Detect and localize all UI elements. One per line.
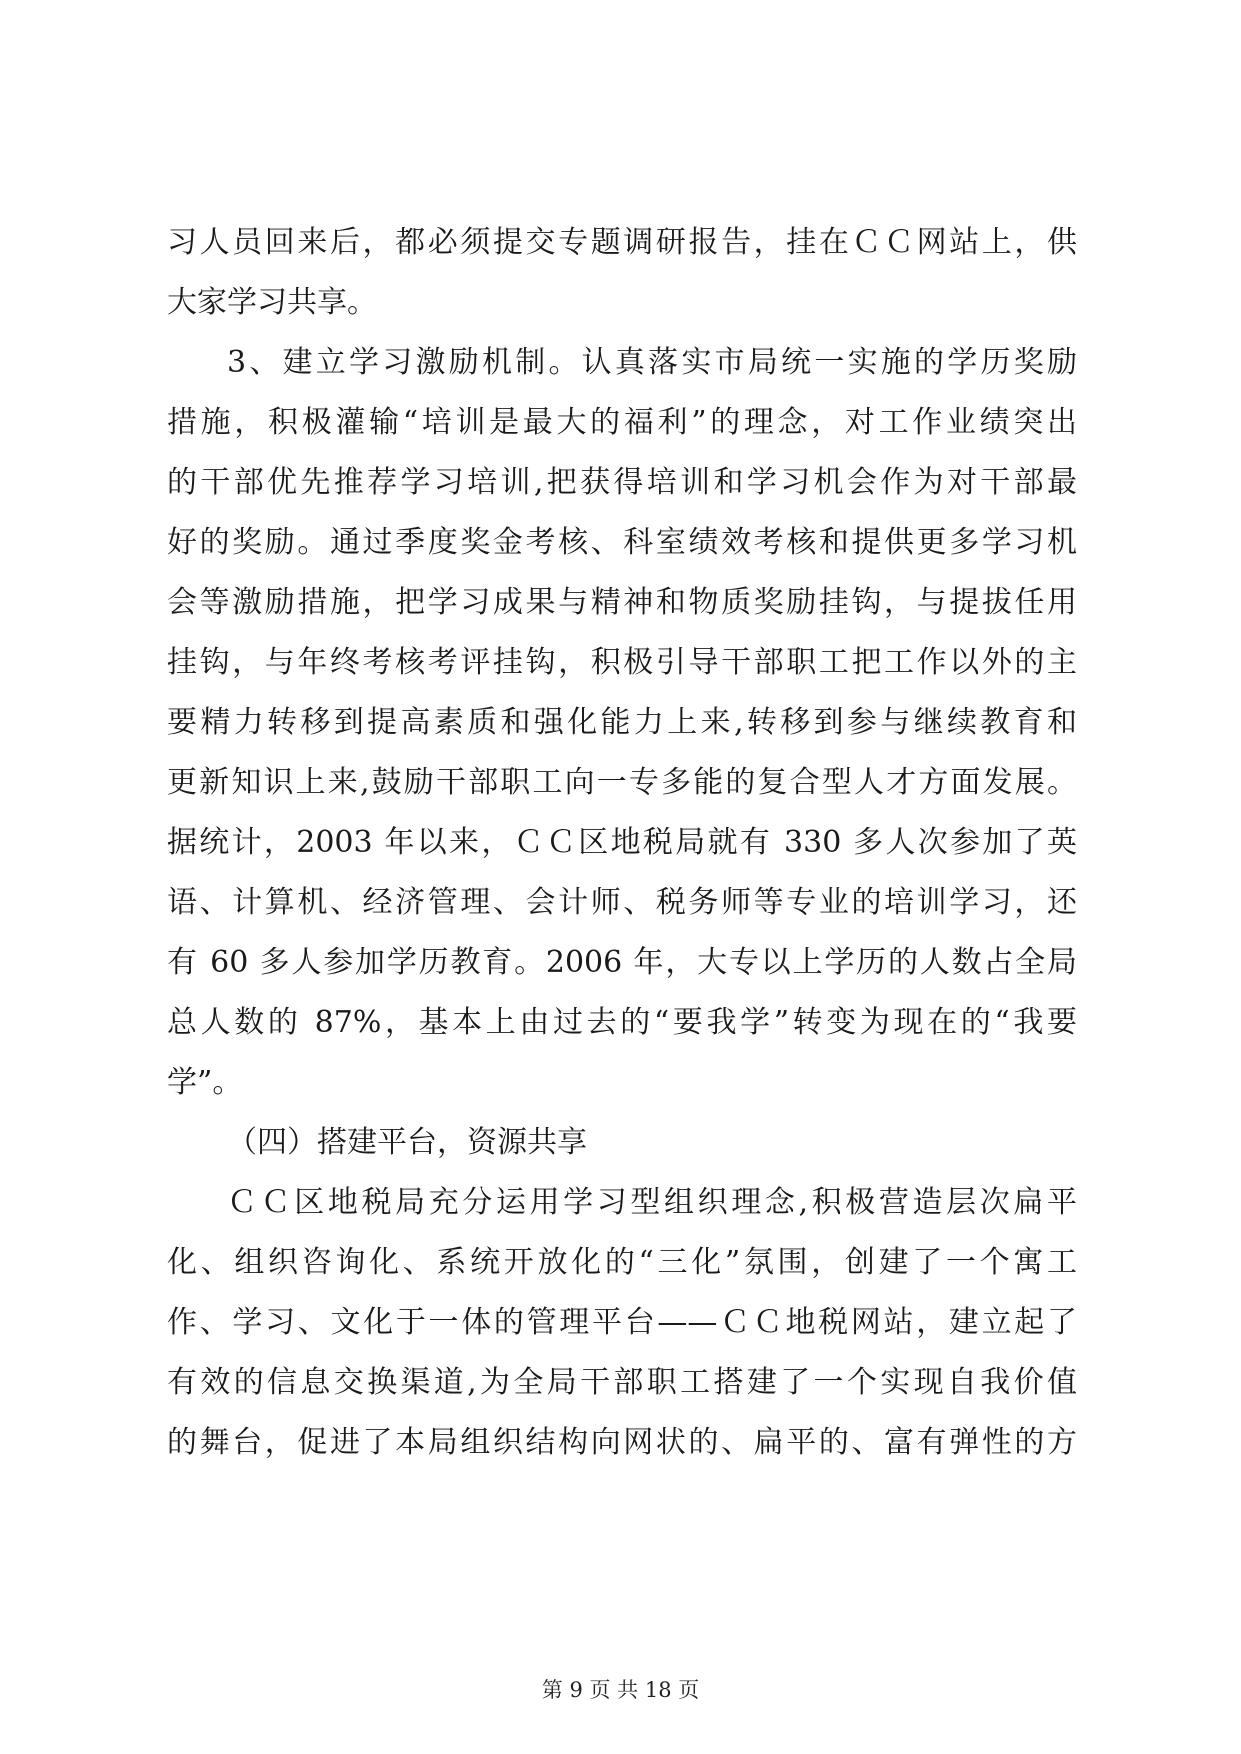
body-text-line: 有 60 多人参加学历教育。2006 年，大专以上学历的人数占全局 [167, 945, 1077, 980]
body-text-line: 据统计，2003 年以来，ＣＣ区地税局就有 330 多人次参加了英 [167, 825, 1077, 860]
body-text-line: 语、计算机、经济管理、会计师、税务师等专业的培训学习，还 [167, 885, 1077, 920]
page-number-footer: 第 9 页 共 18 页 [541, 1678, 700, 1702]
body-text-line: 好的奖励。通过季度奖金考核、科室绩效考核和提供更多学习机 [167, 525, 1077, 560]
body-text-line: 会等激励措施，把学习成果与精神和物质奖励挂钩，与提拔任用 [167, 585, 1077, 620]
body-text-line: 有效的信息交换渠道,为全局干部职工搭建了一个实现自我价值 [167, 1365, 1077, 1400]
body-text-line: 大家学习共享。 [167, 285, 377, 320]
body-text-line: 更新知识上来,鼓励干部职工向一专多能的复合型人才方面发展。 [167, 765, 1077, 800]
body-text-line: 学”。 [167, 1065, 243, 1100]
body-text-line: 3、建立学习激励机制。认真落实市局统一实施的学历奖励 [227, 345, 1077, 380]
body-text-line: 化、组织咨询化、系统开放化的“三化”氛围，创建了一个寓工 [167, 1245, 1077, 1280]
body-text-line: 挂钩，与年终考核考评挂钩，积极引导干部职工把工作以外的主 [167, 645, 1077, 680]
body-text-line: 措施，积极灌输“培训是最大的福利”的理念，对工作业绩突出 [167, 405, 1077, 440]
body-text-line: 的舞台，促进了本局组织结构向网状的、扁平的、富有弹性的方 [167, 1425, 1077, 1460]
section-heading: （四）搭建平台，资源共享 [227, 1125, 587, 1160]
body-text-line: 要精力转移到提高素质和强化能力上来,转移到参与继续教育和 [167, 705, 1077, 740]
body-text-line: 总人数的 87%，基本上由过去的“要我学”转变为现在的“我要 [167, 1005, 1077, 1040]
body-text-line: 的干部优先推荐学习培训,把获得培训和学习机会作为对干部最 [167, 465, 1077, 500]
body-text-line: ＣＣ区地税局充分运用学习型组织理念,积极营造层次扁平 [227, 1185, 1077, 1220]
body-text-line: 习人员回来后，都必须提交专题调研报告，挂在ＣＣ网站上，供 [167, 225, 1077, 260]
body-text-line: 作、学习、文化于一体的管理平台——ＣＣ地税网站，建立起了 [167, 1305, 1077, 1340]
